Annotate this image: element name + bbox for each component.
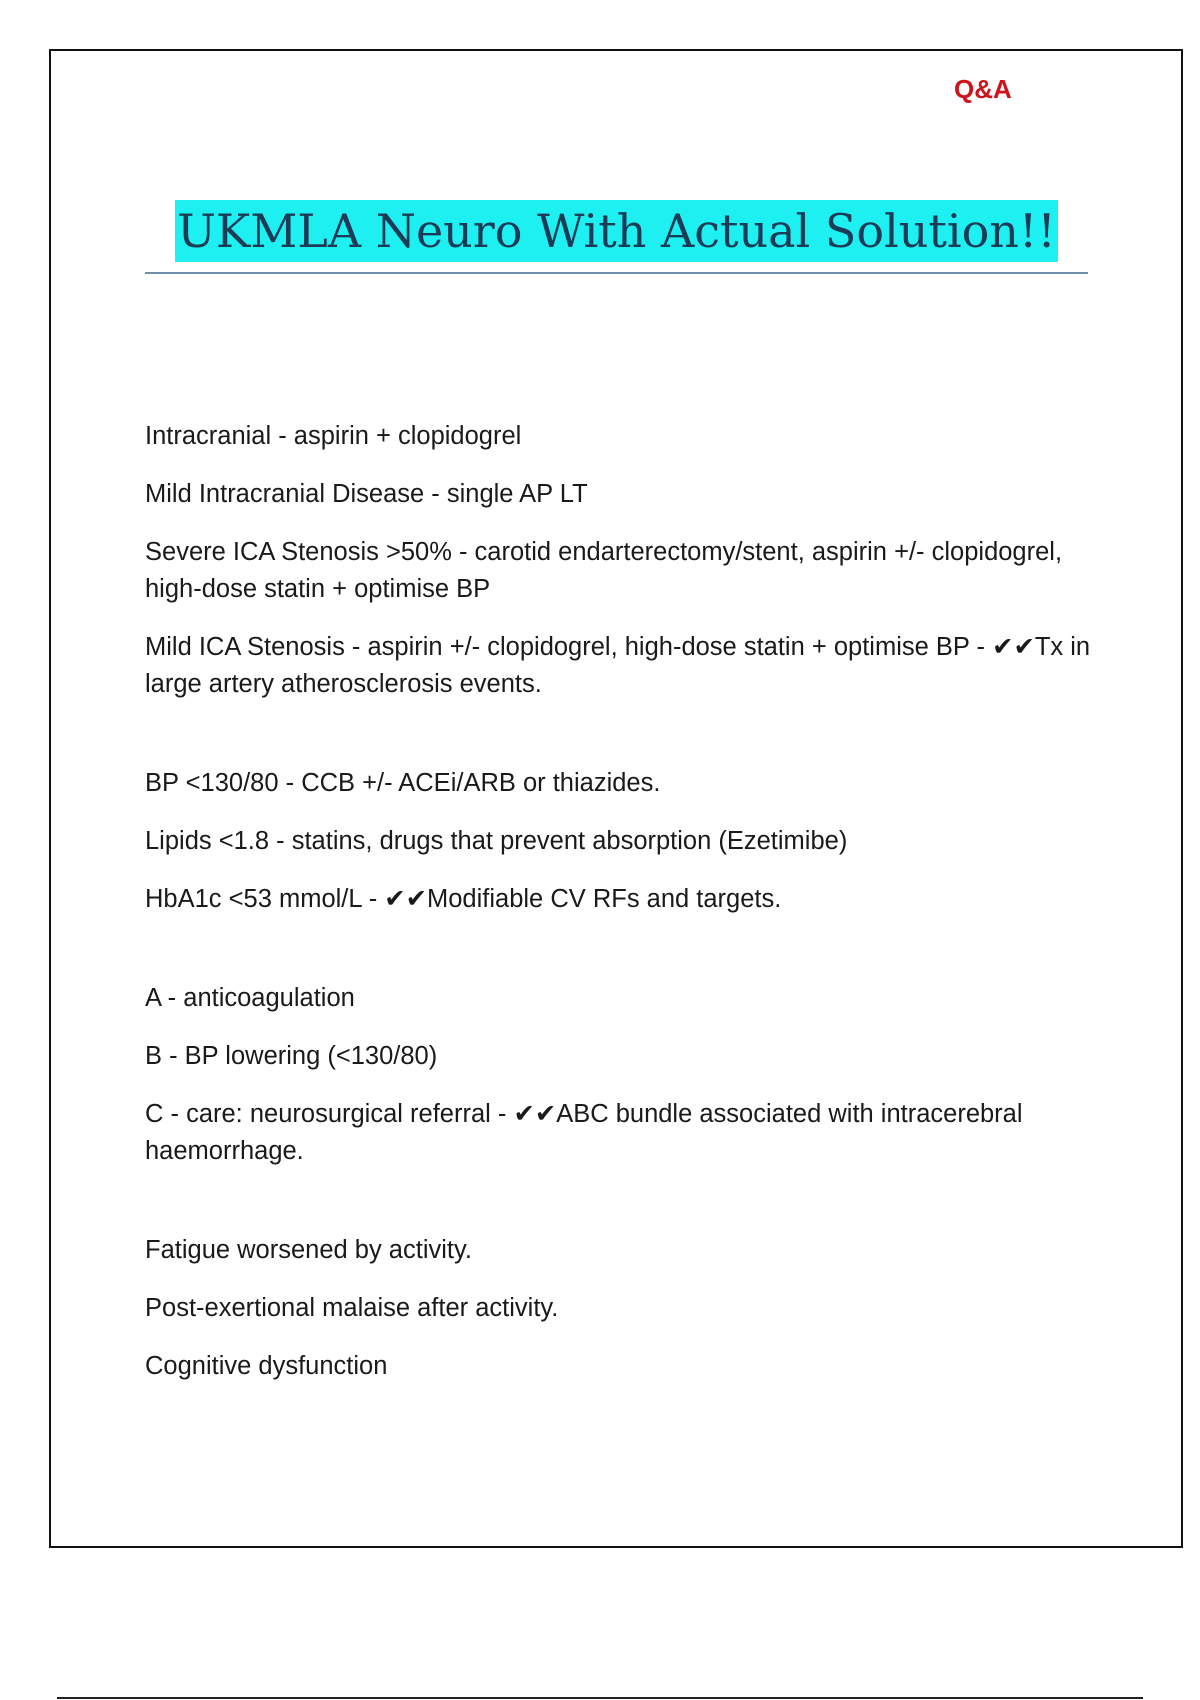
text-line: Mild ICA Stenosis - aspirin +/- clopidogrel, high-dose statin + optimise BP - ✔✔Tx in large artery atherosclerosis events. [145, 633, 1091, 698]
footer-rule [57, 1697, 1143, 1699]
title-underline [145, 272, 1088, 274]
text-line: Intracranial - aspirin + clopidogrel [145, 422, 522, 450]
text-line: Lipids <1.8 - statins, drugs that prevent absorption (Ezetimibe) [145, 827, 848, 855]
text-line: A - anticoagulation [145, 984, 355, 1012]
text-line: Mild Intracranial Disease - single AP LT [145, 480, 588, 508]
text-line: Fatigue worsened by activity. [145, 1236, 472, 1264]
text-line: Post-exertional malaise after activity. [145, 1294, 559, 1322]
document-body [145, 418, 1095, 1406]
text-line: B - BP lowering (<130/80) [145, 1042, 438, 1070]
text-line: HbA1c <53 mmol/L - ✔✔Modifiable CV RFs and targets. [145, 885, 782, 913]
text-line: Cognitive dysfunction [145, 1352, 388, 1380]
section-cv-risk-targets [145, 765, 1095, 918]
text-line: BP <130/80 - CCB +/- ACEi/ARB or thiazides. [145, 769, 661, 797]
text-line: Severe ICA Stenosis >50% - carotid endarterectomy/stent, aspirin +/- clopidogrel, high-dose statin + optimise BP [145, 538, 1063, 603]
section-abc-bundle [145, 980, 1095, 1170]
section-fatigue-symptoms [145, 1232, 1095, 1385]
section-stroke-antiplatelet [145, 418, 1095, 703]
title-container [145, 200, 1088, 262]
qa-label: Q&A [954, 74, 1012, 104]
text-line: C - care: neurosurgical referral - ✔✔ABC bundle associated with intracerebral haemorrhage. [145, 1100, 1023, 1165]
document-title: UKMLA Neuro With Actual Solution!! [175, 200, 1058, 262]
